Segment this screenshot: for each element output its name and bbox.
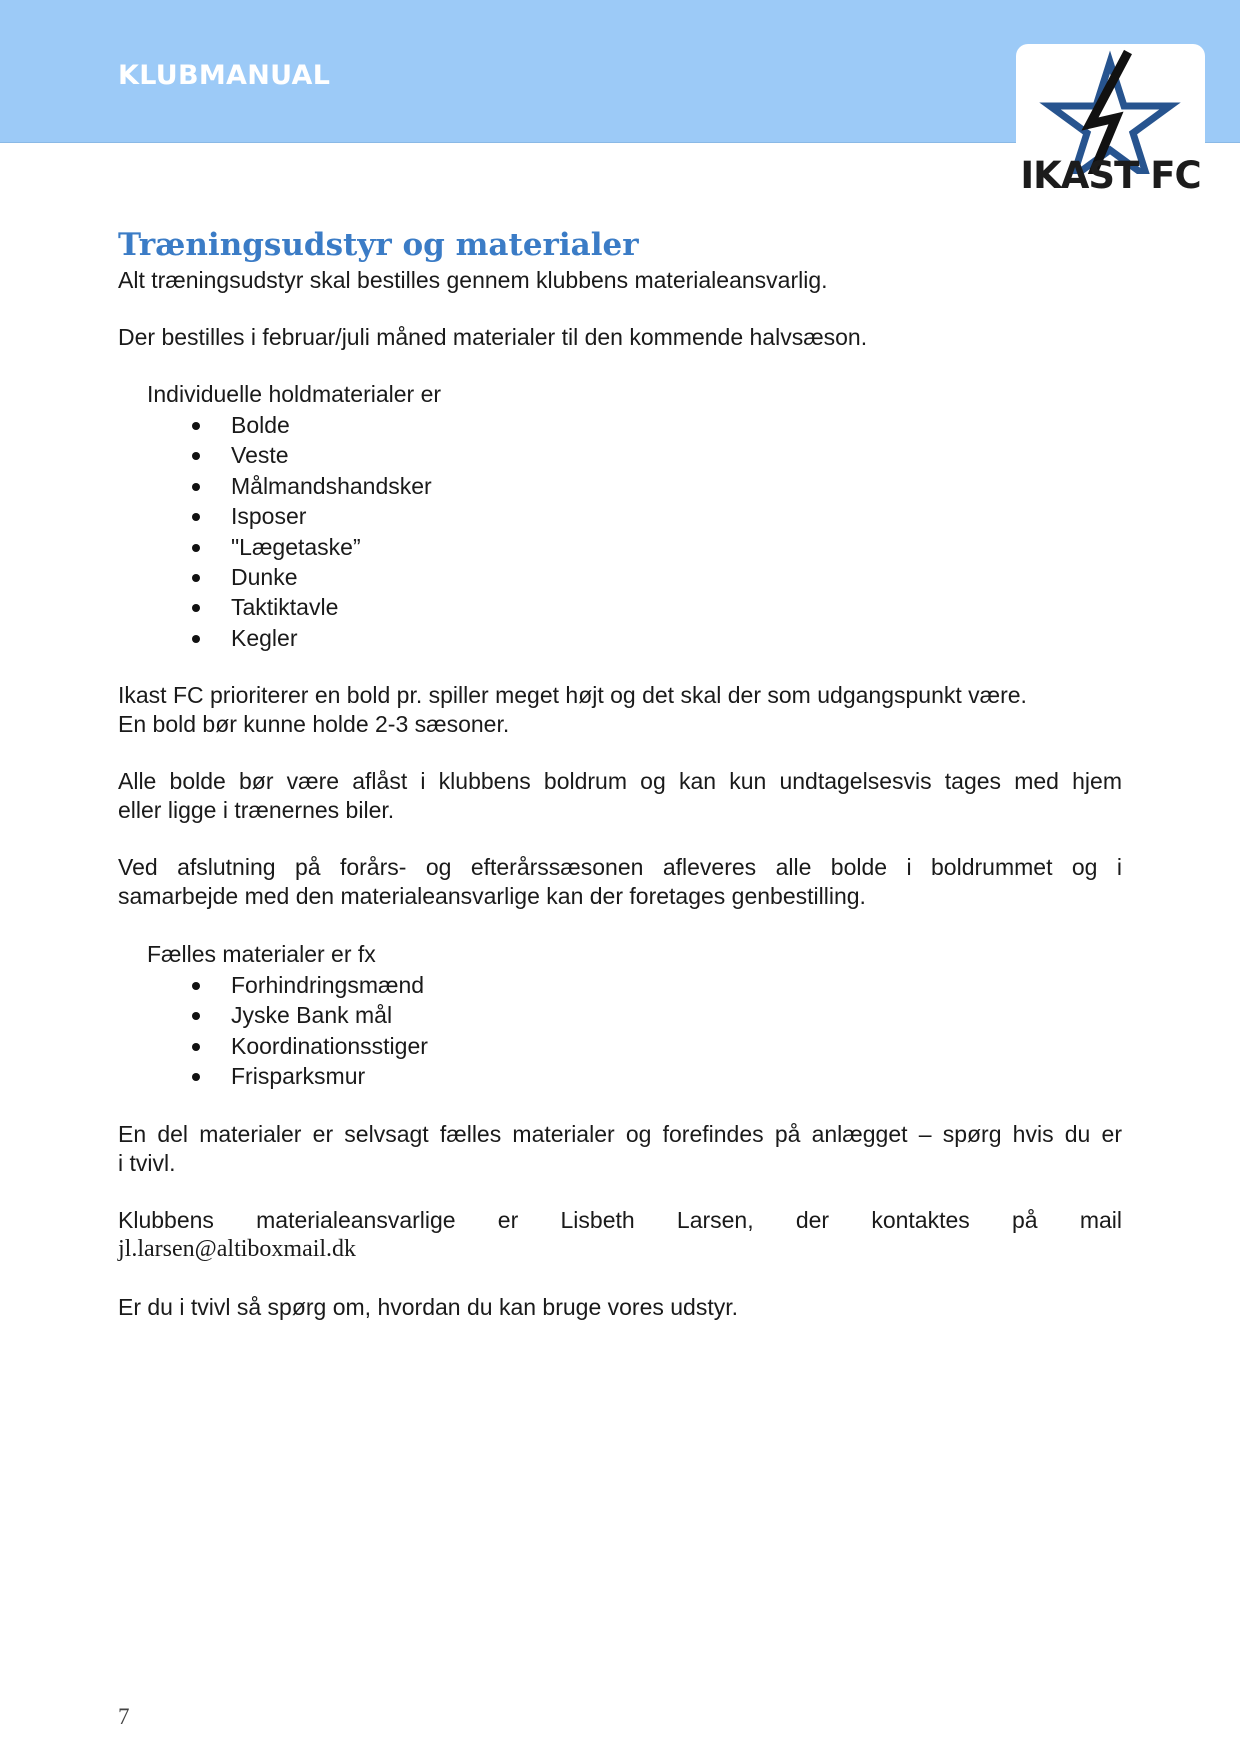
list-item: "Lægetaske” — [190, 532, 432, 562]
paragraph-ball-storage: Alle bolde bør være aflåst i klubbens boldrum og kan kun undtagelsesvis tages med hjem eller ligge i trænernes biler. — [118, 768, 1122, 823]
list-item: Koordinationsstiger — [190, 1031, 428, 1061]
list-item: Bolde — [190, 410, 432, 440]
paragraph-contact: Klubbens materialeansvarlige er Lisbeth Larsen, der kontaktes på mail jl.larsen@altiboxmail.dk — [118, 1207, 1122, 1262]
bullet-icon — [192, 483, 200, 491]
contact-email-link[interactable]: jl.larsen@altiboxmail.dk — [118, 1236, 357, 1262]
logo-text: IKAST FC — [1020, 154, 1201, 197]
club-logo — [1016, 44, 1205, 209]
list-item: Forhindringsmænd — [190, 970, 428, 1000]
list-item: Isposer — [190, 501, 432, 531]
bullet-icon — [192, 513, 200, 521]
bullet-icon — [192, 1073, 200, 1081]
bullet-icon — [192, 1012, 200, 1020]
paragraph-ordering: Alt træningsudstyr skal bestilles gennem klubbens materialeansvarlig. — [118, 267, 828, 293]
list-item: Kegler — [190, 623, 432, 653]
bullet-icon — [192, 544, 200, 552]
individual-list-intro: Individuelle holdmaterialer er — [147, 381, 442, 407]
paragraph-ordering-period: Der bestilles i februar/juli måned materialer til den kommende halvsæson. — [118, 324, 868, 350]
list-item: Veste — [190, 440, 432, 470]
paragraph-questions: Er du i tvivl så spørg om, hvordan du kan bruge vores udstyr. — [118, 1294, 739, 1320]
paragraph-season-end: Ved afslutning på forårs- og efterårssæsonen afleveres alle bolde i boldrummet og i samarbejde med den materialeansvarlige kan der foretages genbestilling. — [118, 854, 1122, 909]
page-number: 7 — [118, 1704, 130, 1729]
list-item: Målmandshandsker — [190, 471, 432, 501]
bullet-icon — [192, 574, 200, 582]
common-materials-list — [190, 970, 428, 1092]
common-list-intro: Fælles materialer er fx — [147, 941, 376, 967]
bullet-icon — [192, 604, 200, 612]
bullet-icon — [192, 422, 200, 430]
paragraph-common-materials: En del materialer er selvsagt fælles materialer og forefindes på anlægget – spørg hvis du er i tvivl. — [118, 1121, 1122, 1176]
individual-materials-list — [190, 410, 432, 653]
bullet-icon — [192, 635, 200, 643]
list-item: Dunke — [190, 562, 432, 592]
bullet-icon — [192, 1043, 200, 1051]
header-title: KLUBMANUAL — [118, 60, 331, 91]
bullet-icon — [192, 452, 200, 460]
list-item: Frisparksmur — [190, 1061, 428, 1091]
list-item: Taktiktavle — [190, 592, 432, 622]
list-item: Jyske Bank mål — [190, 1000, 428, 1030]
bullet-icon — [192, 982, 200, 990]
paragraph-ball-priority: Ikast FC prioriterer en bold pr. spiller meget højt og det skal der som udgangspunkt være. En bold bør kunne holde 2-3 sæsoner. — [118, 682, 1027, 737]
section-title: Træningsudstyr og materialer — [118, 227, 639, 263]
